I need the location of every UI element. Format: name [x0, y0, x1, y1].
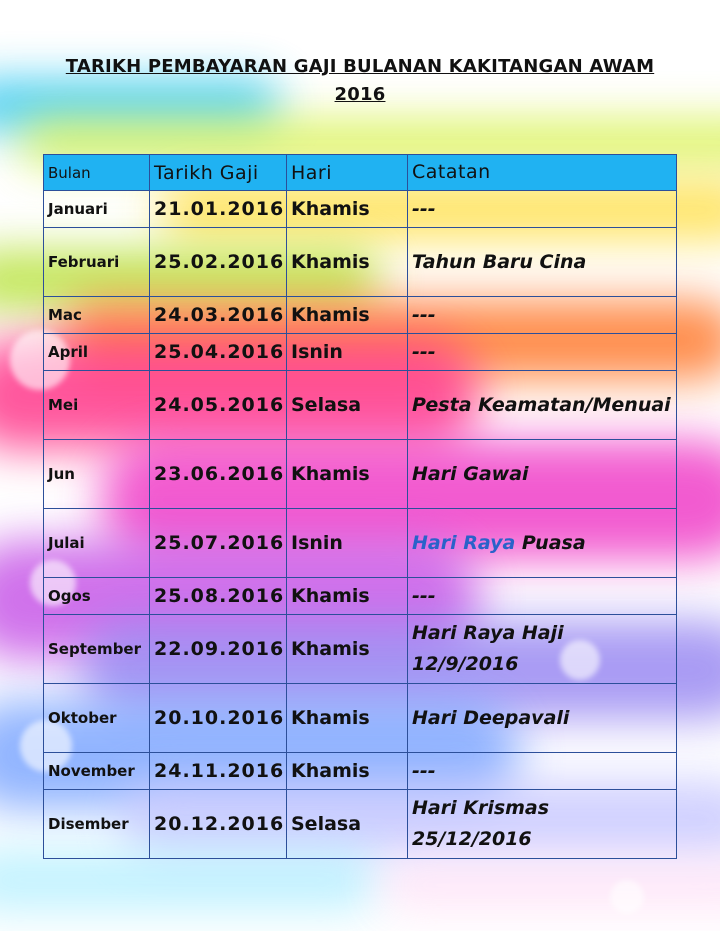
cell-catatan: Hari Deepavali	[408, 684, 677, 753]
cell-hari: Khamis	[287, 684, 408, 753]
cell-bulan: April	[44, 334, 150, 371]
table-row	[44, 615, 677, 684]
catatan-line-1: Hari Krismas	[412, 797, 550, 819]
table-row	[44, 228, 677, 297]
cell-hari: Isnin	[287, 509, 408, 578]
cell-tarikh: 21.01.2016	[150, 191, 287, 228]
cell-tarikh: 25.07.2016	[150, 509, 287, 578]
table-row	[44, 334, 677, 371]
table-row	[44, 191, 677, 228]
cell-hari: Khamis	[287, 440, 408, 509]
cell-bulan: Januari	[44, 191, 150, 228]
cell-hari: Selasa	[287, 790, 408, 859]
cell-bulan: Mei	[44, 371, 150, 440]
catatan-line-1: Hari Raya Haji	[412, 622, 564, 644]
cell-catatan: ---	[408, 297, 677, 334]
table-row	[44, 440, 677, 509]
cell-tarikh: 20.12.2016	[150, 790, 287, 859]
cell-tarikh: 23.06.2016	[150, 440, 287, 509]
header-bulan: Bulan	[44, 155, 150, 191]
cell-tarikh: 24.05.2016	[150, 371, 287, 440]
table-row	[44, 297, 677, 334]
cell-catatan	[408, 509, 677, 578]
header-hari: Hari	[287, 155, 408, 191]
cell-tarikh: 25.02.2016	[150, 228, 287, 297]
cell-hari: Khamis	[287, 191, 408, 228]
catatan-line-2: 25/12/2016	[412, 828, 532, 850]
cell-bulan: Jun	[44, 440, 150, 509]
cell-hari: Selasa	[287, 371, 408, 440]
cell-catatan	[408, 790, 677, 859]
catatan-rest: Puasa	[521, 531, 586, 554]
page-title	[0, 53, 720, 109]
catatan-highlight: Hari Raya	[412, 531, 516, 554]
cell-hari: Khamis	[287, 297, 408, 334]
table-row	[44, 578, 677, 615]
table-row	[44, 684, 677, 753]
cell-hari: Khamis	[287, 228, 408, 297]
cell-tarikh: 24.11.2016	[150, 753, 287, 790]
cell-hari: Khamis	[287, 753, 408, 790]
cell-tarikh: 20.10.2016	[150, 684, 287, 753]
title-line-1: TARIKH PEMBAYARAN GAJI BULANAN KAKITANGAN AWAM	[65, 56, 655, 77]
cell-hari: Isnin	[287, 334, 408, 371]
cell-catatan: ---	[408, 753, 677, 790]
title-line-2: 2016	[334, 84, 386, 105]
cell-bulan: Ogos	[44, 578, 150, 615]
table-header-row	[44, 155, 677, 191]
cell-catatan: Tahun Baru Cina	[408, 228, 677, 297]
table-row	[44, 790, 677, 859]
cell-hari: Khamis	[287, 578, 408, 615]
salary-schedule-table	[43, 154, 677, 859]
cell-catatan: ---	[408, 334, 677, 371]
cell-bulan: Oktober	[44, 684, 150, 753]
header-catatan: Catatan	[408, 155, 677, 191]
table-row	[44, 509, 677, 578]
cell-catatan: Pesta Keamatan/Menuai	[408, 371, 677, 440]
cell-bulan: Disember	[44, 790, 150, 859]
cell-catatan: ---	[408, 578, 677, 615]
cell-bulan: November	[44, 753, 150, 790]
cell-bulan: Februari	[44, 228, 150, 297]
cell-bulan: Mac	[44, 297, 150, 334]
cell-catatan: Hari Gawai	[408, 440, 677, 509]
cell-catatan: ---	[408, 191, 677, 228]
cell-tarikh: 25.08.2016	[150, 578, 287, 615]
cell-catatan	[408, 615, 677, 684]
header-tarikh-gaji: Tarikh Gaji	[150, 155, 287, 191]
cell-bulan: Julai	[44, 509, 150, 578]
catatan-line-2: 12/9/2016	[412, 653, 519, 675]
table-row	[44, 753, 677, 790]
cell-tarikh: 25.04.2016	[150, 334, 287, 371]
cell-tarikh: 24.03.2016	[150, 297, 287, 334]
table-row	[44, 371, 677, 440]
cell-hari: Khamis	[287, 615, 408, 684]
cell-bulan: September	[44, 615, 150, 684]
cell-tarikh: 22.09.2016	[150, 615, 287, 684]
